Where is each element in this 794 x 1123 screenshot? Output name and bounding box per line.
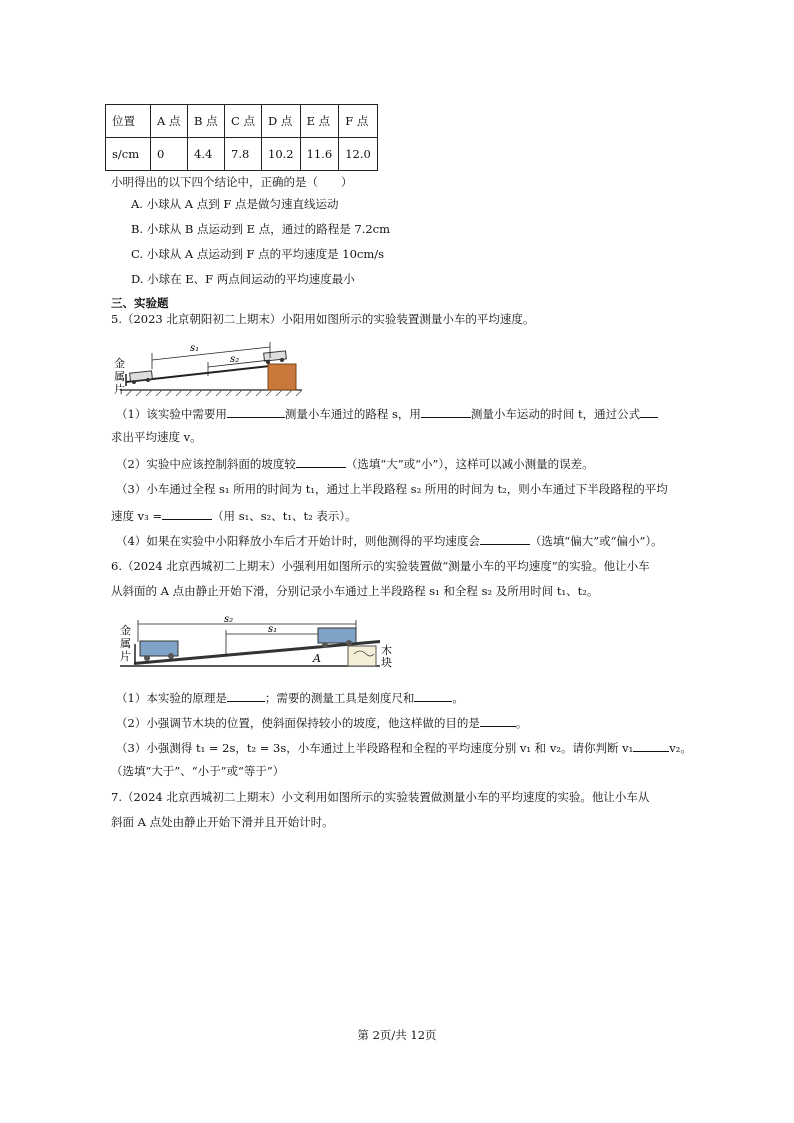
q6-stem-line2: 从斜面的 A 点由静止开始下滑，分别记录小车通过上半段路程 s₁ 和全程 s₂ 及所用时间 t₁、t₂。 bbox=[111, 584, 599, 598]
q4-option-c: C. 小球从 A 点运动到 F 点的平均速度是 10cm/s bbox=[131, 247, 385, 261]
s1-dimension bbox=[152, 347, 270, 360]
q4-option-a: A. 小球从 A 点到 F 点是做匀速直线运动 bbox=[131, 197, 339, 211]
table-cell: 7.8 bbox=[225, 138, 262, 171]
table-cell: 11.6 bbox=[300, 138, 339, 171]
table-cell: A 点 bbox=[151, 105, 188, 138]
q6-blank-2 bbox=[414, 689, 452, 702]
cart-top bbox=[264, 351, 287, 364]
fig2-s2-label: s₂ bbox=[224, 614, 234, 625]
q6-blank-1 bbox=[227, 689, 265, 702]
q6-blank-3 bbox=[480, 714, 516, 727]
cart-bottom bbox=[130, 371, 153, 384]
fig2-s1-label: s₁ bbox=[268, 624, 278, 635]
q5-blank-2 bbox=[421, 405, 471, 418]
fig2-label-mid: 属 bbox=[120, 637, 131, 650]
section-title: 三、实验题 bbox=[111, 296, 169, 310]
q7-stem-line1: 7.（2024 北京西城初二上期末）小文利用如图所示的实验装置做测量小车的平均速度的实验。他让小车从 bbox=[111, 790, 650, 804]
q5-part4: （4）如果在实验中小阳释放小车后才开始计时，则他测得的平均速度会 （选填“偏大”或“偏小”）。 bbox=[116, 534, 663, 548]
q5-blank-4 bbox=[296, 455, 346, 468]
fig1-label-mid: 属 bbox=[114, 370, 125, 383]
q6-blank-4 bbox=[633, 739, 669, 752]
q6-part3-line2: （选填“大于”、“小于”或“等于”） bbox=[111, 764, 285, 778]
table-cell: E 点 bbox=[300, 105, 339, 138]
q6-stem-line1: 6.（2024 北京西城初二上期末）小强利用如图所示的实验装置做“测量小车的平均速度”的实验。他让小车 bbox=[111, 559, 650, 573]
wood-block bbox=[268, 364, 296, 390]
q5-blank-5 bbox=[162, 507, 212, 520]
table-cell: 0 bbox=[151, 138, 188, 171]
q5-part1-line2: 求出平均速度 v。 bbox=[111, 430, 202, 444]
q5-blank-3 bbox=[640, 405, 658, 418]
table-cell: F 点 bbox=[339, 105, 378, 138]
q6-part1: （1）本实验的原理是 ；需要的测量工具是刻度尺和 。 bbox=[116, 691, 464, 705]
cart-left bbox=[140, 641, 178, 661]
q5-figure bbox=[112, 340, 312, 398]
q6-part2: （2）小强调节木块的位置，使斜面保持较小的坡度，他这样做的目的是 。 bbox=[116, 716, 528, 730]
q4-option-b: B. 小球从 B 点运动到 E 点，通过的路程是 7.2cm bbox=[131, 222, 391, 236]
fig1-label-top: 金 bbox=[114, 357, 125, 370]
fig2-a-label: A bbox=[313, 652, 321, 665]
ground-hatch bbox=[126, 390, 302, 396]
fig2-label-top: 金 bbox=[120, 624, 131, 637]
fig1-s2-label: s₂ bbox=[230, 354, 240, 365]
q5-part2: （2）实验中应该控制斜面的坡度较 （选填“大”或“小”），这样可以减小测量的误差。 bbox=[116, 457, 594, 471]
q5-part1-line1: （1）该实验中需要用 测量小车通过的路程 s，用 测量小车运动的时间 t，通过公式 bbox=[116, 405, 658, 422]
q6-figure bbox=[118, 610, 394, 672]
fig1-s1-label: s₁ bbox=[190, 343, 200, 354]
fig2-block-label-top: 木 bbox=[381, 644, 392, 657]
table-cell: D 点 bbox=[262, 105, 301, 138]
position-table bbox=[105, 104, 378, 171]
q5-part3-line1: （3）小车通过全程 s₁ 所用的时间为 t₁，通过上半段路程 s₂ 所用的时间为 t₂，则小车通过下半段路程的平均 bbox=[116, 482, 668, 496]
fig2-block-label-bot: 块 bbox=[381, 656, 392, 669]
q5-blank-6 bbox=[480, 532, 530, 545]
fig2-label-bot: 片 bbox=[120, 650, 131, 663]
table-header-row bbox=[106, 105, 378, 138]
table-cell: 位置 bbox=[106, 105, 151, 138]
table-cell: s/cm bbox=[106, 138, 151, 171]
table-cell: B 点 bbox=[188, 105, 225, 138]
q5-part3-line2: 速度 v₃ = （用 s₁、s₂、t₁、t₂ 表示）。 bbox=[111, 509, 357, 523]
q5-stem: 5.（2023 北京朝阳初二上期末）小阳用如图所示的实验装置测量小车的平均速度。 bbox=[111, 312, 535, 326]
table-row bbox=[106, 138, 378, 171]
q5-blank-1 bbox=[227, 405, 285, 418]
page-footer: 第 2页/共 12页 bbox=[357, 1028, 437, 1042]
q4-stem: 小明得出的以下四个结论中，正确的是（ ） bbox=[111, 175, 353, 189]
table-cell: C 点 bbox=[225, 105, 262, 138]
q6-part3-line1: （3）小强测得 t₁ = 2s，t₂ = 3s，小车通过上半段路程和全程的平均速度分别 v₁ 和 v₂。请你判断 v₁ v₂。 bbox=[116, 741, 692, 755]
table-cell: 10.2 bbox=[262, 138, 301, 171]
table-cell: 12.0 bbox=[339, 138, 378, 171]
table-cell: 4.4 bbox=[188, 138, 225, 171]
fig1-label-bot: 片 bbox=[114, 383, 125, 396]
q7-stem-line2: 斜面 A 点处由静止开始下滑并且开始计时。 bbox=[111, 815, 334, 829]
q4-option-d: D. 小球在 E、F 两点间运动的平均速度最小 bbox=[131, 272, 355, 286]
